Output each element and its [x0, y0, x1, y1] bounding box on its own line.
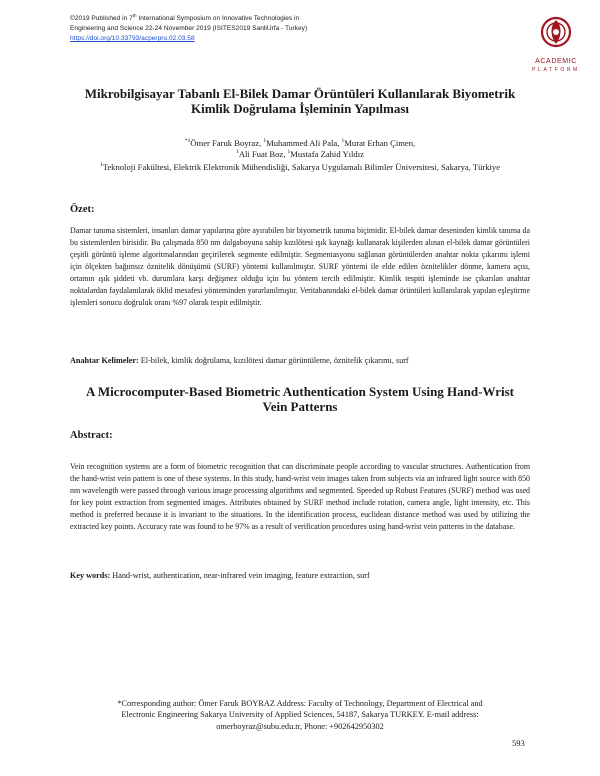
header-line-2: Engineering and Science 22-24 November 2019 (ISITES2019 SanliUrfa - Turkey): [70, 25, 308, 32]
logo-text-platform: PLATFORM: [532, 67, 580, 73]
title-turkish: Mikrobilgisayar Tabanlı El-Bilek Damar Örüntüleri Kullanılarak Biyometrik Kimlik Doğrulama İşleminin Yapılması: [84, 86, 516, 116]
abstract-heading: Abstract:: [70, 430, 113, 441]
abstract-text: Vein recognition systems are a form of biometric recognition that can discriminate people according to vascular structures. Authentication from the hand-wrist vein pattern is one of these systems. In this study, hand-wrist vein images taken from subjects via an infrared light source with 850 nm wavelength were passed through various image processing algorithms and segmented. Speeded up Robust Features (SURF) method was used for key point extraction from segmented images. Attributes obtained by SURF method include rotation, camera angle, light intensity, etc. This method is preferred because it is invariant to the situations. In the identification process, euclidean distance method was used by utilizing the extracted key points. Accuracy rate was found to be 97% as a result of verification procedures using hand-wrist vein patterns in the database.: [70, 462, 530, 532]
authors-line-1: $^{*1}$Ömer Faruk Boyraz, $^1$Muhammed Ali Pala, $^1$Murat Erhan Çimen,: [184, 138, 416, 148]
key-words-label: Key words:: [70, 571, 111, 580]
corresponding-author-footnote: *Corresponding author: Ömer Faruk BOYRAZ Address: Faculty of Technology, Department of Electrical and Electronic Engineering Sakarya University of Applied Sciences, 54187, Sakarya TURKEY. E-mail address: omerboyraz@subu.edu.tr, Phone: +902642950302: [117, 699, 483, 731]
author-list: [60, 138, 540, 173]
key-words: [70, 570, 530, 582]
logo-text-academic: ACADEMIC: [535, 58, 577, 65]
anahtar-kelimeler: [70, 355, 530, 367]
ozet-text: Damar tanıma sistemleri, insanları damar yapılarına göre ayırabilen bir biyometrik tanıma biçimidir. El-bilek damar deseninden kimlik tanıma da bu sistemlerden birisidir. Bu çalışmada 850 nm dalgaboyuna sahip kızılötesi ışık kaynağı kullanarak kişilerden alınan el-bilek damar görüntüleri çeşitli görüntü işleme algoritmalarından geçirilerek segmente edilmiştir. Segmentasyonu sağlanan görüntülerden anahtar nokta çıkarımı işlemi için ölçekten bağımsız öznitelik dönüşümü (SURF) yöntemi kullanılmıştır. SURF yöntemi ile elde edilen öznitelikler dönme, kamera açısı, ortamın ışık şiddeti vb. durumlara karşı değişmez olduğu için bu yöntem tercih edilmiştir. Kimlik tespiti işleminde ise çıkarılan anahtar noktalardan faydalanılarak öklid mesafesi yönteminden yararlanılmıştır. Veritabanındaki el-bilek damar örüntüleri kullanılarak yapılan eşleştirme işlemleri sonucu doğruluk oranı %97 olarak tespit edilmiştir.: [70, 226, 530, 308]
title-english: A Microcomputer-Based Biometric Authentication System Using Hand-Wrist Vein Patterns: [85, 384, 514, 414]
conference-header: [70, 14, 460, 44]
affiliation: $^1$Teknoloji Fakültesi, Elektrik Elektronik Mühendisliği, Sakarya Uygulamalı Bilimler Üniversitesi, Sakarya, Türkiye: [99, 162, 501, 172]
header-line-1: ©2019 Published in 7th International Symposium on Innovative Technologies in: [70, 12, 300, 22]
page-number: 593: [512, 738, 525, 748]
academic-platform-logo: [520, 10, 592, 86]
anahtar-kelimeler-label: Anahtar Kelimeler:: [70, 356, 139, 365]
ozet-heading: Özet:: [70, 204, 95, 215]
authors-line-2: $^1$Ali Fuat Boz, $^1$Mustafa Zahid Yıldız: [236, 149, 364, 159]
key-words-text: Hand-wrist, authentication, near-infrared vein imaging, feature extraction, surf: [110, 571, 370, 580]
doi-link[interactable]: https://doi.org/10.33793/acperpro.02.03.58: [70, 35, 195, 42]
anahtar-kelimeler-text: El-bilek, kimlik doğrulama, kızılötesi damar görüntüleme, öznitelik çıkarımı, surf: [138, 356, 409, 365]
